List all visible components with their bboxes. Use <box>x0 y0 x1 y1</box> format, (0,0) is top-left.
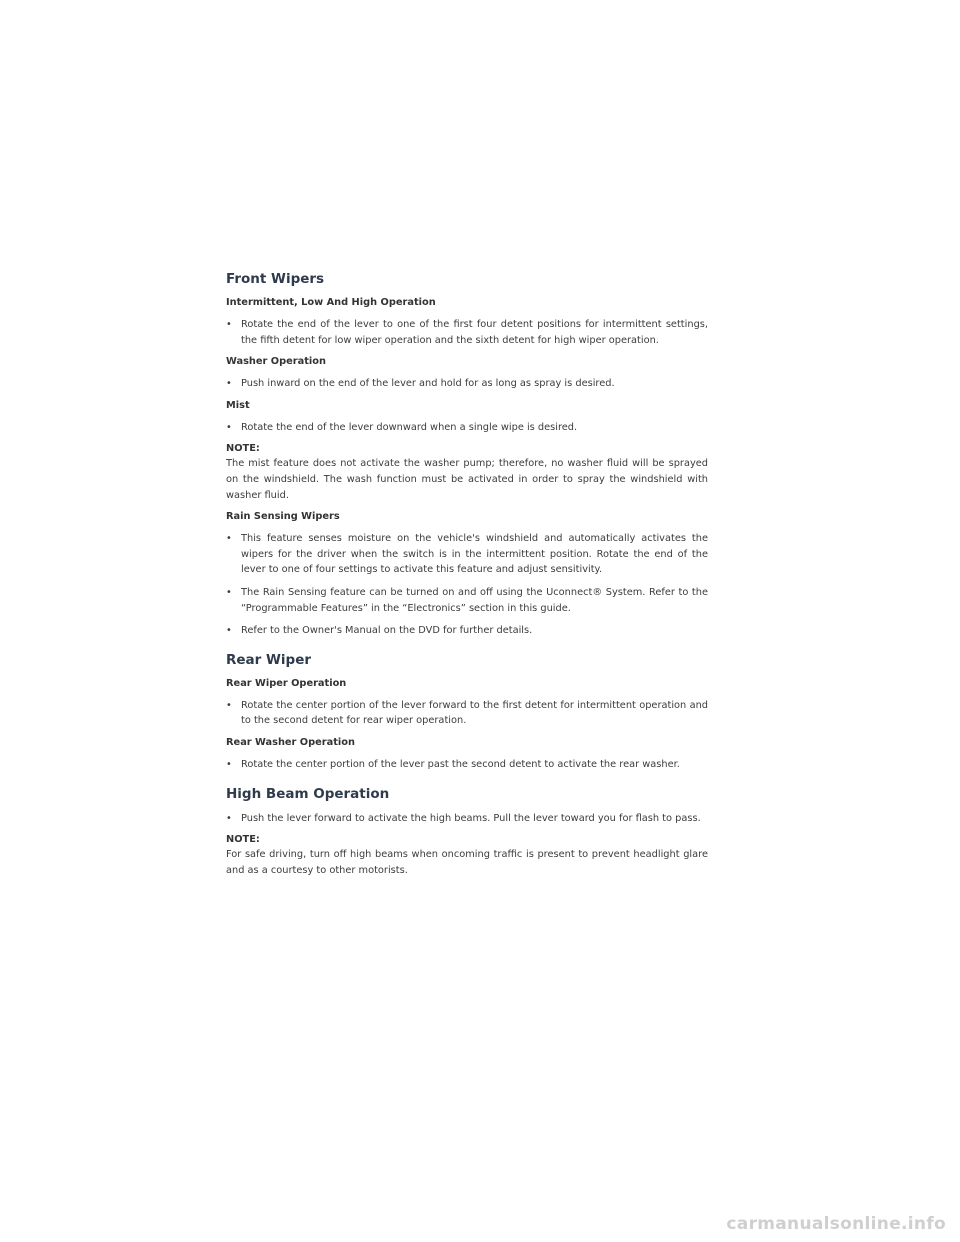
rear-washer-heading: Rear Washer Operation <box>226 736 355 748</box>
bullet-dot: • <box>226 812 232 824</box>
mist-heading: Mist <box>226 399 250 411</box>
mist-note-text: The mist feature does not activate the washer pump; therefore, no washer fluid will be sprayed on the windshield. The wash function must be activated in order to spray the windshield with washer fluid. <box>226 458 708 501</box>
bullet-dot: • <box>226 758 232 770</box>
bullet-text: Refer to the Owner's Manual on the DVD for further details. <box>241 625 533 637</box>
bullet-dot: • <box>226 533 232 545</box>
bullet-text: Rotate the center portion of the lever past the second detent to activate the rear washer. <box>241 758 680 770</box>
high-beam-note-label: NOTE: <box>226 834 260 846</box>
bullet-text: This feature senses moisture on the vehicle's windshield and automatically activates the wipers for the driver when the switch is in the intermittent position. Rotate the end of the lever to one of four settings to activate this feature and adjust sensitivity. <box>241 533 708 576</box>
bullet-dot: • <box>226 625 232 637</box>
bullet-dot: • <box>226 378 232 390</box>
high-beam-note-text: For safe driving, turn off high beams when oncoming traffic is present to prevent headlight glare and as a courtesy to other motorists. <box>226 849 708 876</box>
intermittent-heading: Intermittent, Low And High Operation <box>226 297 436 308</box>
rain-sensing-bullet-1 <box>226 531 708 578</box>
front-wipers-title: Front Wipers <box>226 271 325 287</box>
bullet-text: Push the lever forward to activate the high beams. Pull the lever toward you for flash to pass. <box>241 812 701 824</box>
rain-sensing-heading: Rain Sensing Wipers <box>226 511 340 523</box>
bullet-text: The Rain Sensing feature can be turned on and off using the Uconnect® System. Refer to the “Programmable Features” in the “Electronics” section in this guide. <box>241 586 708 614</box>
rear-wiper-operation-heading: Rear Wiper Operation <box>226 677 347 689</box>
rain-sensing-bullet-2 <box>226 585 708 616</box>
bullet-dot: • <box>226 421 232 433</box>
rain-sensing-bullet-3 <box>226 623 708 639</box>
rear-washer-bullet <box>226 757 708 773</box>
intermittent-bullet <box>226 317 708 348</box>
mist-note-label: NOTE: <box>226 443 260 455</box>
manual-page-content <box>226 270 708 885</box>
site-watermark: carmanualsonline.info <box>726 1214 946 1234</box>
rear-wiper-operation-bullet <box>226 698 708 729</box>
bullet-text: Rotate the end of the lever to one of the first four detent positions for intermittent settings, the fifth detent for low wiper operation and the sixth detent for high wiper operation. <box>241 319 708 346</box>
bullet-text: Rotate the end of the lever downward when a single wipe is desired. <box>241 421 578 433</box>
high-beam-bullet <box>226 811 708 827</box>
bullet-dot: • <box>226 699 232 711</box>
washer-heading: Washer Operation <box>226 356 326 368</box>
rear-wiper-title: Rear Wiper <box>226 651 312 668</box>
bullet-text: Push inward on the end of the lever and hold for as long as spray is desired. <box>241 378 615 390</box>
washer-bullet <box>226 376 708 392</box>
bullet-dot: • <box>226 319 232 330</box>
bullet-dot: • <box>226 586 232 598</box>
bullet-text: Rotate the center portion of the lever forward to the first detent for intermittent operation and to the second detent for rear wiper operation. <box>241 699 708 727</box>
high-beam-title: High Beam Operation <box>226 785 390 802</box>
mist-bullet <box>226 420 708 436</box>
